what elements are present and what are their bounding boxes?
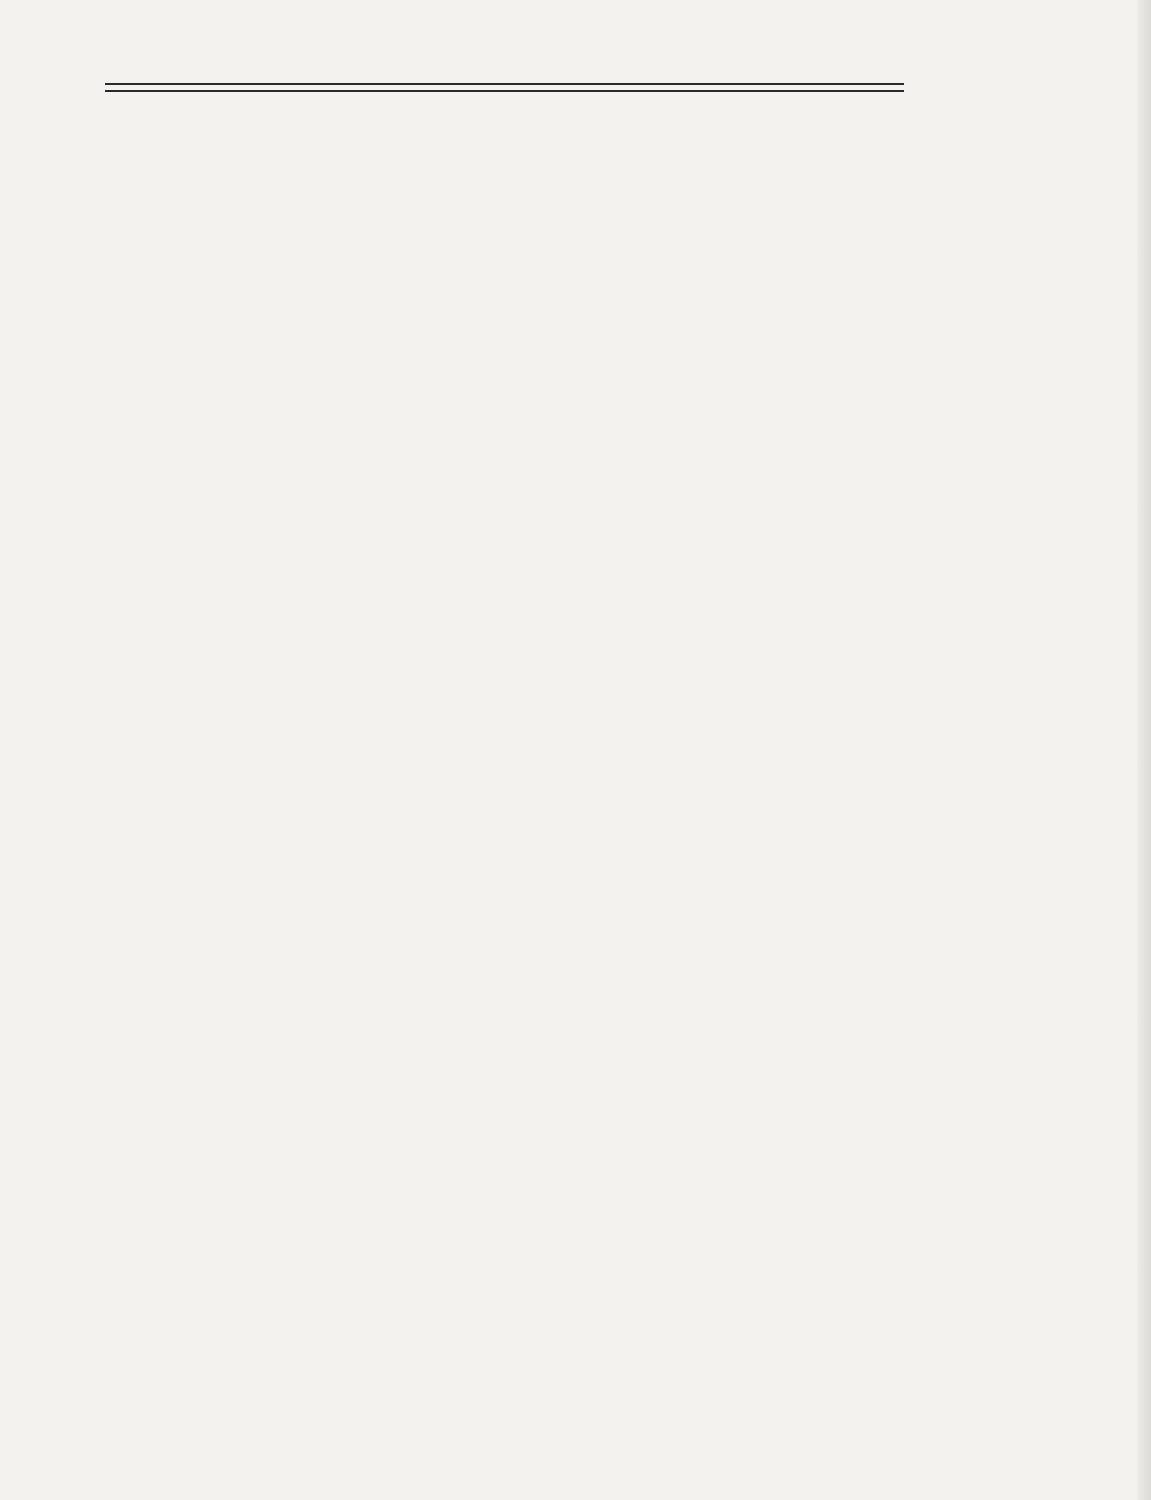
header-rule: [105, 83, 904, 92]
page-edge: [1137, 0, 1151, 1500]
running-header: [93, 72, 908, 102]
